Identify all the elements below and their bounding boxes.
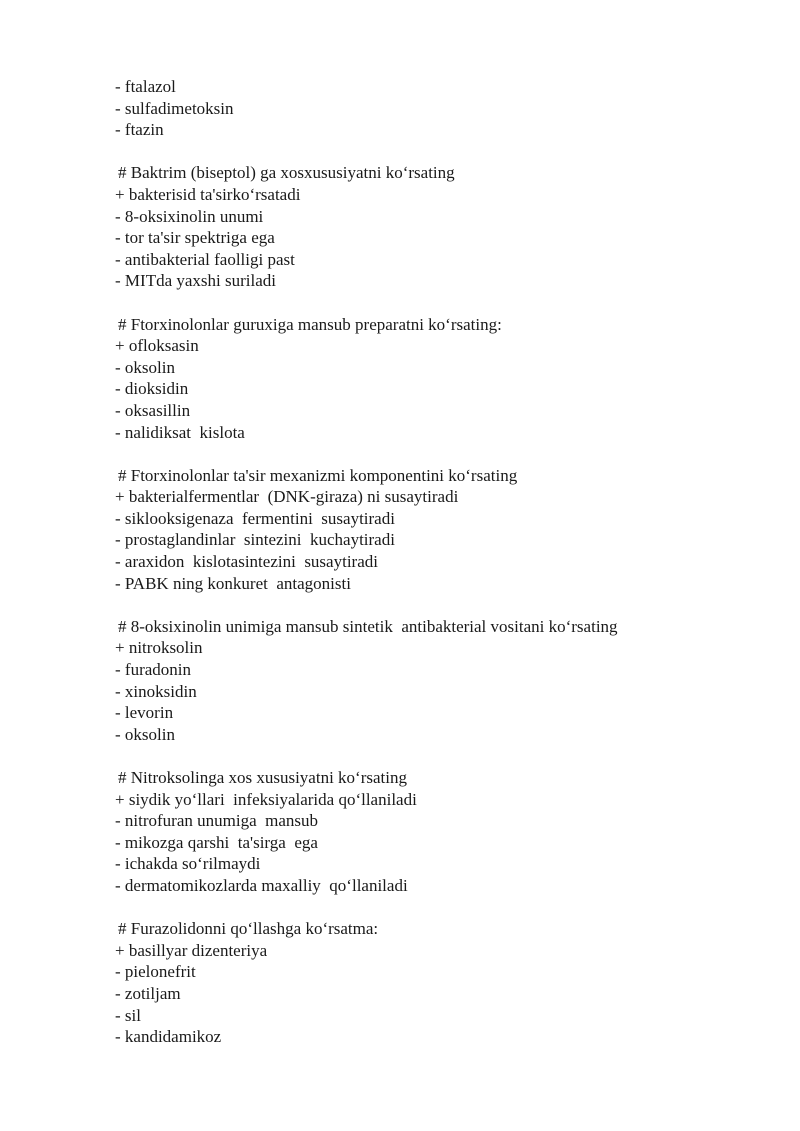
answer-option: - levorin <box>115 703 174 723</box>
question-text: # Nitroksolinga xos xususiyatni ko‘rsating <box>118 768 407 787</box>
spacer <box>115 443 775 465</box>
answer-option: + bakterialfermentlar (DNK-giraza) ni susaytiradi <box>115 487 459 507</box>
spacer <box>115 897 775 919</box>
answer-option: - ftalazol <box>115 77 176 96</box>
spacer <box>115 594 775 616</box>
answer-option: - araxidon kislotasintezini susaytiradi <box>115 552 378 572</box>
question-text: # 8-oksixinolin unimiga mansub sintetik antibakterial vositani ko‘rsating <box>118 616 618 636</box>
answer-option: - dioksidin <box>115 379 189 399</box>
question-text: # Ftorxinolonlar guruxiga mansub preparatni ko‘rsating: <box>118 314 502 334</box>
question-text: # Baktrim (biseptol) ga xosxususiyatni ko‘rsating <box>118 163 455 183</box>
answer-option: - mikozga qarshi ta'sirga ega <box>115 832 318 852</box>
answer-option: - pielonefrit <box>115 962 196 982</box>
question-block <box>115 616 775 746</box>
answer-option: - sil <box>115 1005 141 1025</box>
answer-option: - dermatomikozlarda maxalliy qo‘llaniladi <box>115 875 408 895</box>
answer-option: - sulfadimetoksin <box>115 98 234 118</box>
answer-option: - oksolin <box>115 357 175 377</box>
answer-option: - antibakterial faolligi past <box>115 249 295 269</box>
answer-option: + basillyar dizenteriya <box>115 940 268 960</box>
question-block <box>115 767 775 897</box>
question-block <box>115 918 775 1048</box>
intro-options <box>115 76 775 141</box>
answer-option: - MITda yaxshi suriladi <box>115 271 276 291</box>
question-block <box>115 465 775 595</box>
answer-option: - oksasillin <box>115 400 191 420</box>
answer-option: - furadonin <box>115 660 192 680</box>
answer-option: + nitroksolin <box>115 638 203 658</box>
spacer <box>115 141 775 163</box>
spacer <box>115 745 775 767</box>
answer-option: - kandidamikoz <box>115 1027 222 1047</box>
document-page <box>115 76 775 1048</box>
answer-option: - nalidiksat kislota <box>115 422 245 442</box>
answer-option: - prostaglandinlar sintezini kuchaytiradi <box>115 530 395 550</box>
answer-option: - PABK ning konkuret antagonisti <box>115 573 351 593</box>
answer-option: - ftazin <box>115 120 164 140</box>
question-block <box>115 162 775 292</box>
answer-option: + ofloksasin <box>115 336 199 356</box>
answer-option: - siklooksigenaza fermentini susaytiradi <box>115 508 395 528</box>
answer-option: - 8-oksixinolin unumi <box>115 206 264 226</box>
answer-option: - tor ta'sir spektriga ega <box>115 228 275 248</box>
question-block <box>115 314 775 444</box>
question-text: # Furazolidonni qo‘llashga ko‘rsatma: <box>118 919 379 939</box>
question-text: # Ftorxinolonlar ta'sir mexanizmi komponentini ko‘rsating <box>118 465 518 485</box>
answer-option: + siydik yo‘llari infeksiyalarida qo‘llaniladi <box>115 789 417 809</box>
answer-option: - zotiljam <box>115 983 181 1003</box>
answer-option: - ichakda so‘rilmaydi <box>115 854 261 874</box>
answer-option: + bakterisid ta'sirko‘rsatadi <box>115 184 301 204</box>
answer-option: - oksolin <box>115 724 175 744</box>
answer-option: - xinoksidin <box>115 681 197 701</box>
answer-option: - nitrofuran unumiga mansub <box>115 811 319 831</box>
spacer <box>115 292 775 314</box>
